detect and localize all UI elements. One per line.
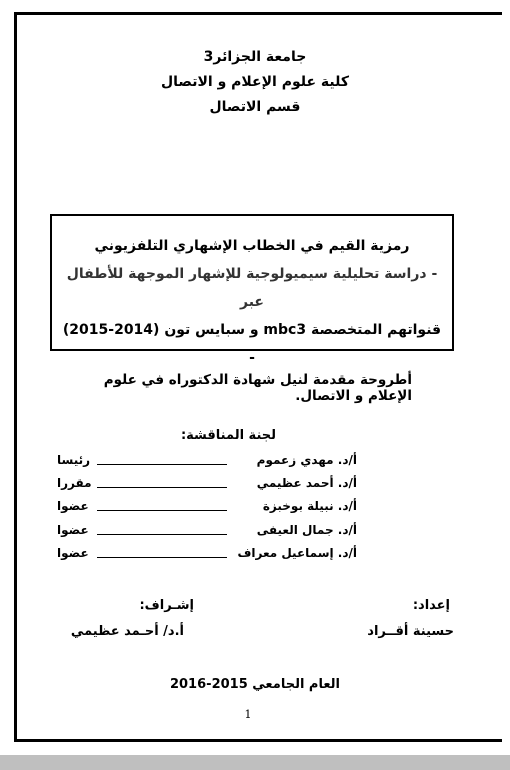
member-name: أ/د. إسماعيل معراف bbox=[237, 546, 357, 560]
signature-line bbox=[97, 487, 227, 488]
member-name: أ/د. جمال العيفى bbox=[256, 523, 357, 537]
page-number: 1 bbox=[244, 708, 252, 721]
signature-line bbox=[97, 464, 227, 465]
signature-line bbox=[97, 534, 227, 535]
member-name: أ/د. نبيلة بوخبزة bbox=[262, 499, 357, 513]
committee-title: لجنة المناقشة: bbox=[180, 428, 276, 443]
member-role: عضوا bbox=[57, 546, 89, 560]
member-role: رئيسا bbox=[57, 453, 91, 467]
title-subtitle-line1: - دراسة تحليلية سيميولوجية للإشهار الموجهة للأطفال عبر bbox=[66, 266, 438, 310]
academic-year: العام الجامعي 2015-2016 bbox=[169, 677, 341, 692]
university-name: جامعة الجزائر3 bbox=[203, 49, 307, 65]
member-role: عضوا bbox=[57, 499, 89, 513]
title-main: رمزية القيم في الخطاب الإشهاري التلفزيوني bbox=[94, 238, 410, 254]
department-name: قسم الاتصال bbox=[209, 99, 301, 115]
supervisor-name: أ.د/ أحـمد عظيمي bbox=[70, 624, 184, 639]
committee-member-row bbox=[57, 496, 357, 516]
supervision-label: إشـراف: bbox=[139, 598, 194, 613]
member-name: أ/د. مهدي زعموم bbox=[256, 453, 357, 467]
institution-header bbox=[60, 45, 450, 120]
page-bottom-edge bbox=[0, 755, 510, 770]
member-name: أ/د. أحمد عظيمي bbox=[256, 476, 357, 490]
committee-member-row bbox=[57, 473, 357, 493]
student-name: حسينة أقــراد bbox=[367, 624, 454, 639]
signature-line bbox=[97, 510, 227, 511]
member-role: مقررا bbox=[57, 476, 92, 490]
thesis-title-box bbox=[50, 214, 454, 366]
member-role: عضوا bbox=[57, 523, 89, 537]
preparation-label: إعداد: bbox=[412, 598, 450, 613]
title-subtitle-line2: قنواتهم المتخصصة mbc3 و سبايس تون (2014-2015) - bbox=[62, 322, 442, 366]
thesis-statement: أطروحة مقدمة لنيل شهادة الدكتوراه في علوم الإعلام و الاتصال. bbox=[103, 372, 412, 404]
faculty-name: كلية علوم الإعلام و الاتصال bbox=[161, 74, 349, 90]
signature-line bbox=[97, 557, 227, 558]
committee-member-row bbox=[57, 450, 357, 470]
committee-member-row bbox=[57, 520, 357, 540]
committee-member-row bbox=[57, 543, 357, 563]
